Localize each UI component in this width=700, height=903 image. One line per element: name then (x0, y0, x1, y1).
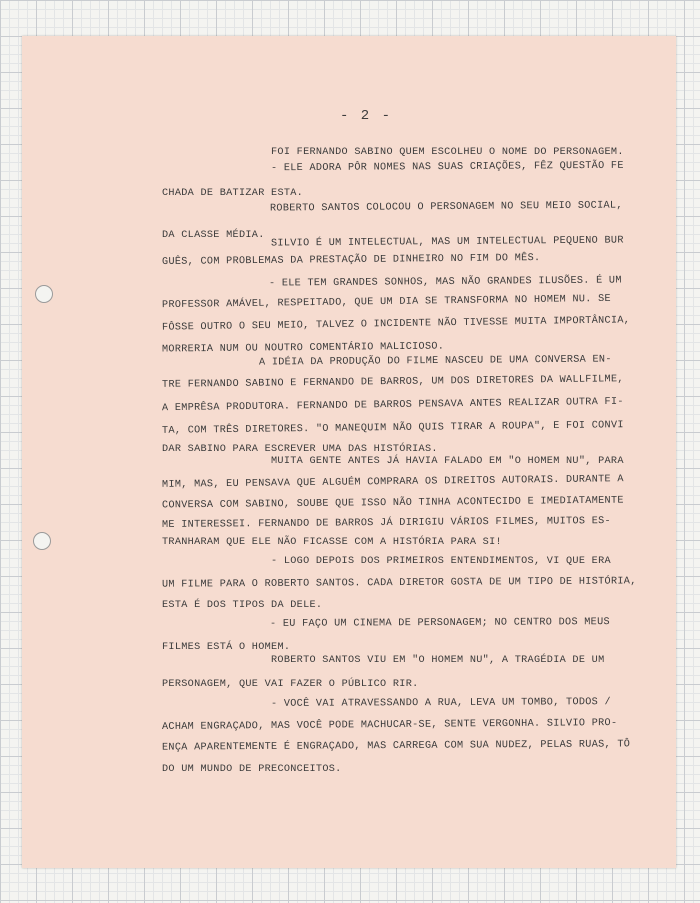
text-line: - VOCÊ VAI ATRAVESSANDO A RUA, LEVA UM TOMBO, TODOS / (270, 697, 611, 710)
text-line: ENÇA APARENTEMENTE É ENGRAÇADO, MAS CARREGA COM SUA NUDEZ, PELAS RUAS, TÔ (161, 739, 631, 754)
binder-hole (33, 532, 51, 550)
text-line: A IDÉIA DA PRODUÇÃO DO FILME NASCEU DE UMA CONVERSA EN- (258, 354, 612, 369)
text-line: DO UM MUNDO DE PRECONCEITOS. (162, 764, 342, 775)
text-line: A EMPRÊSA PRODUTORA. FERNANDO DE BARROS PENSAVA ANTES REALIZAR OUTRA FI- (161, 396, 624, 415)
text-line: MIM, MAS, EU PENSAVA QUE ALGUÉM COMPRARA OS DIREITOS AUTORAIS. DURANTE A (161, 474, 624, 491)
text-line: MUITA GENTE ANTES JÁ HAVIA FALADO EM "O HOMEM NU", PARA (271, 456, 624, 467)
text-line: FÔSSE OUTRO O SEU MEIO, TALVEZ O INCIDENTE NÃO TIVESSE MUITA IMPORTÂNCIA, (161, 315, 631, 334)
text-line: ACHAM ENGRAÇADO, MAS VOCÊ PODE MACHUCAR-SE, SENTE VERGONHA. SILVIO PRO- (161, 718, 618, 733)
text-line: - ELE TEM GRANDES SONHOS, MAS NÃO GRANDES ILUSÕES. É UM (268, 275, 622, 290)
text-line: PERSONAGEM, QUE VAI FAZER O PÚBLICO RIR. (162, 679, 419, 690)
binder-hole (35, 285, 53, 303)
text-line: UM FILME PARA O ROBERTO SANTOS. CADA DIRETOR GOSTA DE UM TIPO DE HISTÓRIA, (161, 576, 637, 591)
text-line: CONVERSA COM SABINO, SOUBE QUE ISSO NÃO TINHA ACONTECIDO E IMEDIATAMENTE (161, 495, 624, 512)
text-line: DA CLASSE MÉDIA. (162, 230, 265, 241)
text-line: ROBERTO SANTOS VIU EM "O HOMEM NU", A TRAGÉDIA DE UM (271, 655, 605, 666)
text-line: MORRERIA NUM OU NOUTRO COMENTÁRIO MALICIOSO. (161, 341, 445, 356)
text-line: - ELE ADORA PÔR NOMES NAS SUAS CRIAÇÕES, FÊZ QUESTÃO FE (270, 160, 624, 175)
text-line: PROFESSOR AMÁVEL, RESPEITADO, QUE UM DIA SE TRANSFORMA NO HOMEM NU. SE (161, 293, 612, 312)
text-line: TA, COM TRÊS DIRETORES. "O MANEQUIM NÃO QUIS TIRAR A ROUPA", E FOI CONVI (161, 420, 624, 437)
text-line: - LOGO DEPOIS DOS PRIMEIROS ENTENDIMENTOS, VI QUE ERA (271, 556, 611, 567)
text-line: TRANHARAM QUE ELE NÃO FICASSE COM A HISTÓRIA PARA SI! (162, 537, 502, 548)
page-number: - 2 - (340, 108, 393, 124)
text-line: SILVIO É UM INTELECTUAL, MAS UM INTELECTUAL PEQUENO BUR (270, 235, 624, 250)
text-line: ROBERTO SANTOS COLOCOU O PERSONAGEM NO SEU MEIO SOCIAL, (269, 200, 623, 215)
text-line: ESTA É DOS TIPOS DA DELE. (162, 600, 323, 611)
text-line: FOI FERNANDO SABINO QUEM ESCOLHEU O NOME DO PERSONAGEM. (271, 147, 624, 158)
text-line: TRE FERNANDO SABINO E FERNANDO DE BARROS, UM DOS DIRETORES DA WALLFILME, (161, 374, 624, 391)
text-line: CHADA DE BATIZAR ESTA. (162, 188, 304, 199)
text-line: DAR SABINO PARA ESCREVER UMA DAS HISTÓRIAS. (162, 444, 438, 455)
text-line: GUÊS, COM PROBLEMAS DA PRESTAÇÃO DE DINHEIRO NO FIM DO MÊS. (161, 253, 541, 268)
text-line: - EU FAÇO UM CINEMA DE PERSONAGEM; NO CENTRO DOS MEUS (269, 617, 610, 630)
text-line: FILMES ESTÁ O HOMEM. (162, 642, 291, 653)
text-line: ME INTERESSEI. FERNANDO DE BARROS JÁ DIRIGIU VÁRIOS FILMES, MUITOS ES- (161, 516, 611, 531)
